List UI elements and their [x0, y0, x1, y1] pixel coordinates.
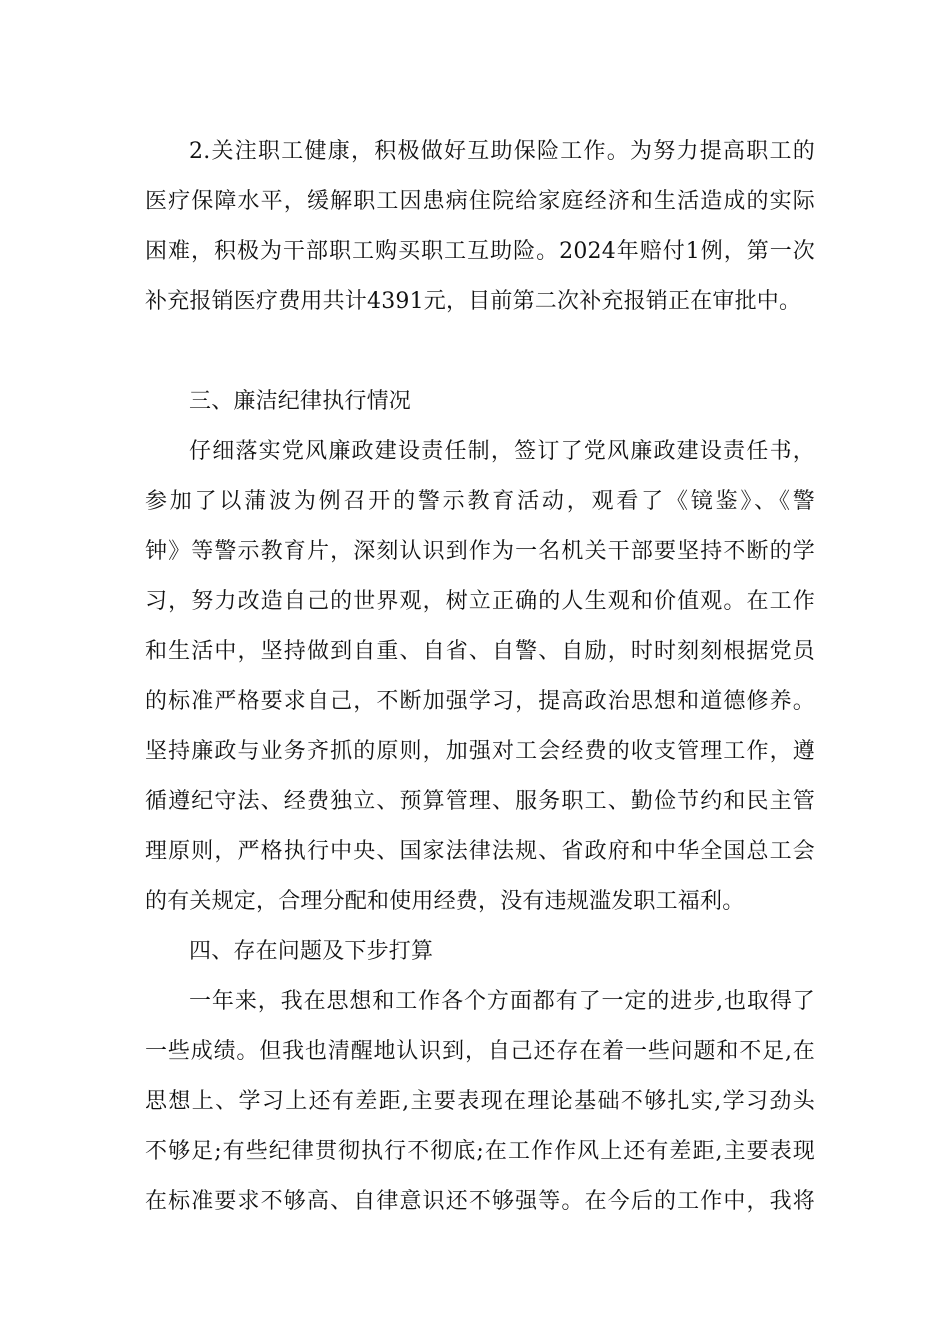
paragraph-line: 钟》等警示教育片，深刻认识到作为一名机关干部要坚持不断的学 [145, 539, 815, 564]
paragraph-line: 循遵纪守法、经费独立、预算管理、服务职工、勤俭节约和民主管 [145, 789, 815, 814]
section-heading: 四、存在问题及下步打算 [189, 939, 434, 964]
paragraph-line: 习，努力改造自己的世界观，树立正确的人生观和价值观。在工作 [145, 589, 815, 614]
paragraph-line: 在标准要求不够高、自律意识还不够强等。在今后的工作中，我将 [145, 1189, 815, 1214]
paragraph-line: 一些成绩。但我也清醒地认识到，自己还存在着一些问题和不足,在 [145, 1039, 815, 1064]
paragraph-line: 坚持廉政与业务齐抓的原则，加强对工会经费的收支管理工作，遵 [145, 739, 815, 764]
paragraph-line: 医疗保障水平，缓解职工因患病住院给家庭经济和生活造成的实际 [145, 189, 815, 214]
paragraph-line: 一年来，我在思想和工作各个方面都有了一定的进步,也取得了 [189, 989, 815, 1014]
paragraph-line: 不够足;有些纪律贯彻执行不彻底;在工作作风上还有差距,主要表现 [145, 1139, 815, 1164]
paragraph-line: 参加了以蒲波为例召开的警示教育活动，观看了《镜鉴》、《警 [145, 489, 815, 514]
paragraph-line: 思想上、学习上还有差距,主要表现在理论基础不够扎实,学习劲头 [145, 1089, 815, 1114]
paragraph-line: 的标准严格要求自己，不断加强学习，提高政治思想和道德修养。 [145, 689, 815, 714]
paragraph-line: 仔细落实党风廉政建设责任制，签订了党风廉政建设责任书， [189, 439, 815, 464]
paragraph-line: 和生活中，坚持做到自重、自省、自警、自励，时时刻刻根据党员 [145, 639, 815, 664]
paragraph-line: 的有关规定，合理分配和使用经费，没有违规滥发职工福利。 [145, 889, 745, 914]
paragraph-line: 2.关注职工健康，积极做好互助保险工作。为努力提高职工的 [189, 139, 815, 164]
paragraph-line: 困难，积极为干部职工购买职工互助险。2024年赔付1例，第一次 [145, 239, 815, 264]
paragraph-line: 补充报销医疗费用共计4391元，目前第二次补充报销正在审批中。 [145, 289, 802, 314]
paragraph-line: 理原则，严格执行中央、国家法律法规、省政府和中华全国总工会 [145, 839, 815, 864]
section-heading: 三、廉洁纪律执行情况 [189, 389, 412, 414]
